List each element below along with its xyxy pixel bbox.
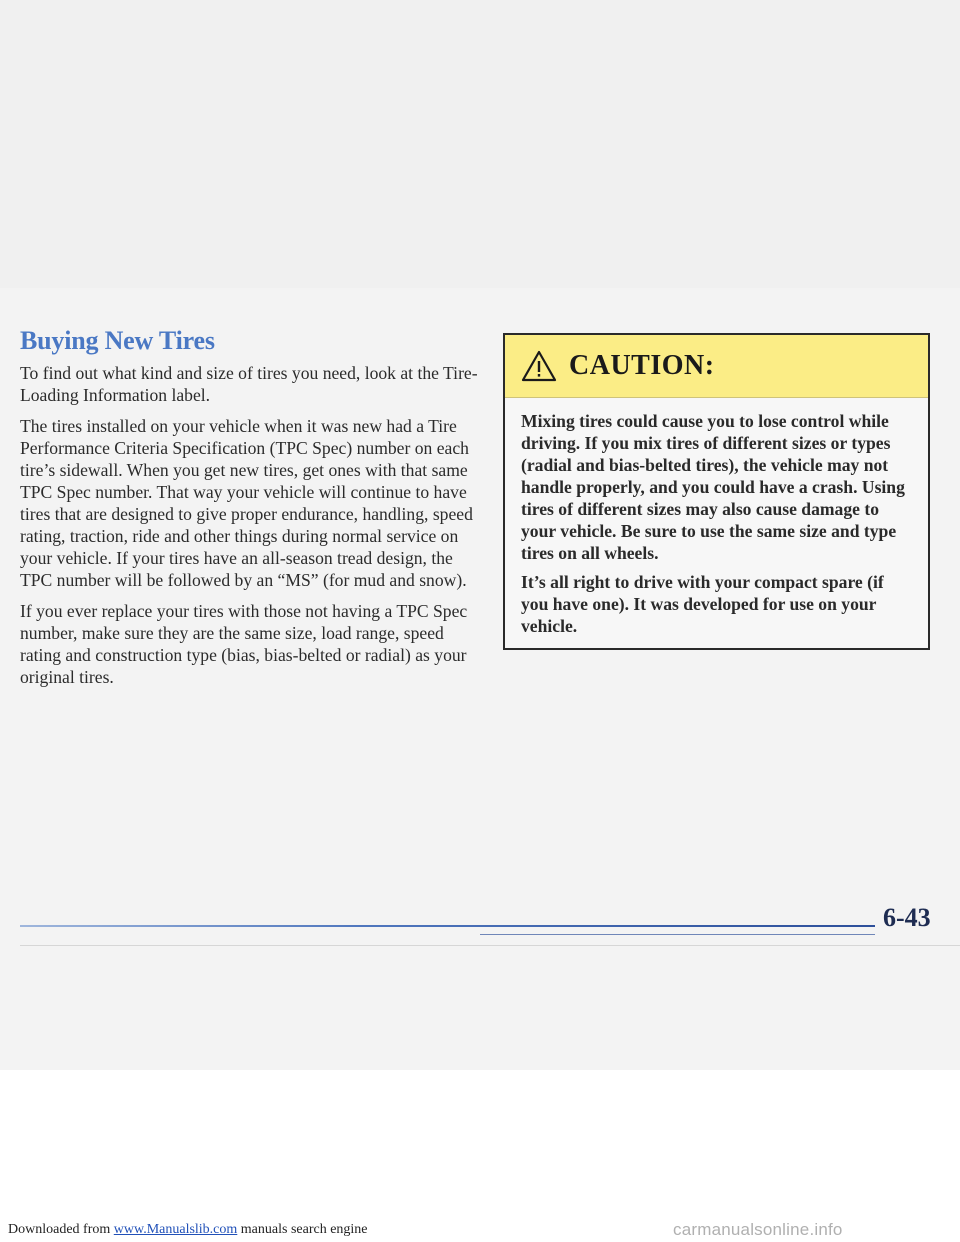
footer-rule-faint (20, 945, 960, 946)
paragraph-replacement: If you ever replace your tires with those not having a TPC Spec number, make sure they are the same size, load range, speed rating and construction type (bias, bias-belted or radial) as your original tires. (20, 601, 468, 687)
footer-rule (20, 925, 875, 927)
paragraph-tpc-spec: The tires installed on your vehicle when it was new had a Tire Performance Criteria Specification (TPC Spec) number on each tire’s sidewall. When you get new tires, get ones with that same TPC Spec number. That way your vehicle will continue to have tires that are designed to give proper endurance, handling, speed rating, traction, ride and other things during normal service on your vehicle. If your tires have an all-season tread design, the TPC number will be followed by an “MS” (for mud and snow). (20, 416, 473, 590)
page-number: 6-43 (883, 903, 931, 932)
manualslib-link[interactable]: www.Manualslib.com (113, 1222, 238, 1237)
section-body (20, 362, 480, 697)
warning-triangle-icon (521, 350, 557, 382)
footer-prefix: Downloaded from (8, 1222, 114, 1237)
footer-rule-secondary (480, 934, 875, 935)
caution-header (505, 335, 928, 398)
watermark-text: carmanualsonline.info (673, 1220, 843, 1239)
caution-body (505, 398, 928, 637)
caution-title: CAUTION: (569, 350, 715, 381)
footer-suffix: manuals search engine (237, 1222, 368, 1237)
caution-box (503, 333, 930, 650)
section-title: Buying New Tires (20, 326, 215, 355)
paragraph-tire-label: To find out what kind and size of tires you need, look at the Tire-Loading Information label. (20, 363, 478, 405)
caution-paragraph-mixing: Mixing tires could cause you to lose control while driving. If you mix tires of different sizes or types (radial and bias-belted tires), the vehicle may not handle properly, and you could have a crash. Using tires of different sizes may also cause damage to your vehicle. Be sure to use the same size and type tires on all wheels. (521, 411, 905, 563)
caution-paragraph-spare: It’s all right to drive with your compact spare (if you have one). It was developed for use on your vehicle. (521, 572, 884, 636)
page-top-band (0, 0, 960, 288)
download-footer (8, 1222, 368, 1238)
